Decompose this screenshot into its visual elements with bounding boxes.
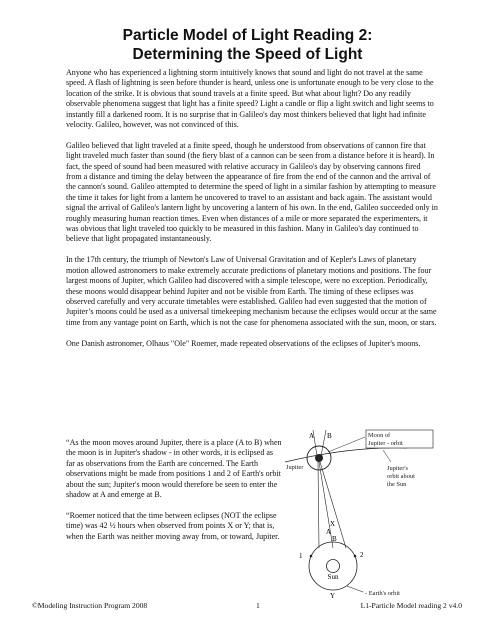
- jupiter-orbit-arc: [285, 448, 407, 462]
- paragraph-roemer: One Danish astronomer, Olhaus "Ole" Roemer, made repeated observations of the eclipses of Jupiter's moons.: [66, 338, 421, 348]
- label-x: X: [330, 520, 336, 528]
- earth-position-1: [310, 555, 313, 558]
- title-line-1: Particle Model of Light Reading 2:: [122, 27, 373, 44]
- label-jorbit-1: Jupiter's: [387, 465, 409, 472]
- paragraph-newton-kepler: In the 17th century, the triumph of Newton's Law of Universal Gravitation and of Kepler's Laws of planetary motion allowed astronomers to make extremely accurate predictions of planetary motions and positions. The four largest moons of Jupiter, which Galileo had discovered with a simple telescope, were no exception. Periodically, these moons would disappear behind Jupiter and not be visible from Earth. The timing of these eclipses was observed carefully and very accurate timetables were established. Galileo had even suggested that the motion of Jupiter’s moons could be used as a universal timekeeping mechanism because the eclipses would occur at the same time from any vantage point on Earth, which is not the case for phenomena associated with the sun, moon, or stars.: [66, 255, 437, 327]
- jorbit-label-pointer: [383, 450, 391, 462]
- label-sun: Sun: [327, 573, 339, 581]
- quote-roemer-timing: “Roemer noticed that the time between eclipses (NOT the eclipse time) was 42 ½ hours when observed from points X or Y; that is, when the Earth was neither moving away from, or toward, Jupiter.: [66, 510, 280, 541]
- label-a-top: A: [308, 432, 314, 440]
- body-text: [66, 68, 438, 359]
- footer-document-id: L1-Particle Model reading 2 v4.0: [360, 601, 462, 610]
- jupiter-eclipse-diagram: [283, 428, 455, 600]
- sightline-1: [318, 462, 319, 548]
- earth-orbit-pointer: [347, 586, 363, 592]
- label-jorbit-2: orbit about: [387, 473, 415, 480]
- quote-eclipse: “As the moon moves around Jupiter, there is a place (A to B) when the moon is in Jupiter's shadow - in other words, it is eclipsed as far as observations from the Earth are concerned. The Earth observations might be made from positions 1 and 2 of Earth's orbit about the sun; Jupiter's moon would therefore be seen to enter the shadow at A and emerge at B.: [66, 438, 282, 500]
- label-2: 2: [360, 551, 364, 559]
- page-footer: [32, 600, 462, 612]
- label-earth-orbit: - Earth's orbit: [365, 590, 400, 597]
- label-jupiter: Jupiter: [286, 464, 304, 471]
- label-moon-of: Moon of: [368, 432, 391, 439]
- earth-position-2: [354, 555, 357, 558]
- title-line-2: Determining the Speed of Light: [132, 46, 363, 63]
- label-jorbit-3: the Sun: [387, 481, 407, 488]
- label-y: Y: [330, 592, 336, 600]
- footer-page-number: 1: [256, 601, 260, 610]
- label-b-lower: B: [332, 535, 337, 543]
- label-jupiter-orbit: Jupiter - orbit: [368, 440, 403, 447]
- label-1: 1: [299, 552, 303, 560]
- paragraph-galileo: Galileo believed that light traveled at a finite speed, though he understood from observations of cannon fire that light traveled much faster than sound (the fiery blast of a cannon can be seen from a distance before it is heard). In fact, the speed of sound had been measured with relative accuracy in Galileo's day by observing cannons fired from a distance and timing the delay between the appearance of fire from the end of the cannon and the arrival of the cannon's sound. Galileo attempted to determine the speed of light in a similar fashion by attempting to measure the time it takes for light from a lantern he uncovered to travel to an assistant and back again. The assistant would signal the arrival of Galileo's lantern light by uncovering a lantern of his own. In the end, Galileo succeeded only in roughly measuring human reaction times. Even when distances of a mile or more separated the experimenters, it was obvious that light traveled too quickly to be measured in this fashion. Many in Galileo's day continued to believe that light propagated instantaneously.: [66, 140, 438, 244]
- label-b-top: B: [327, 432, 332, 440]
- footer-copyright: ©Modeling Instruction Program 2008: [32, 601, 148, 610]
- label-a-lower: A: [326, 528, 332, 536]
- page-title: [60, 26, 435, 64]
- sun-icon: [327, 560, 340, 573]
- quote-column: [66, 438, 282, 552]
- paragraph-lightning: Anyone who has experienced a lightning storm intuitively knows that sound and light do not travel at the same speed. A flash of lightning is seen before thunder is heard, unless one is unfortunate enough to be very close to the location of the strike. It is obvious that sound travels at a finite speed. But what about light? Do any readily observable phenomena suggest that light has a finite speed? Light a candle or flip a light switch and light seems to instantly fill a darkened room. It is no surprise that in Galileo's day most thinkers believed that light had infinite velocity. Galileo, however, was not convinced of this.: [66, 68, 434, 130]
